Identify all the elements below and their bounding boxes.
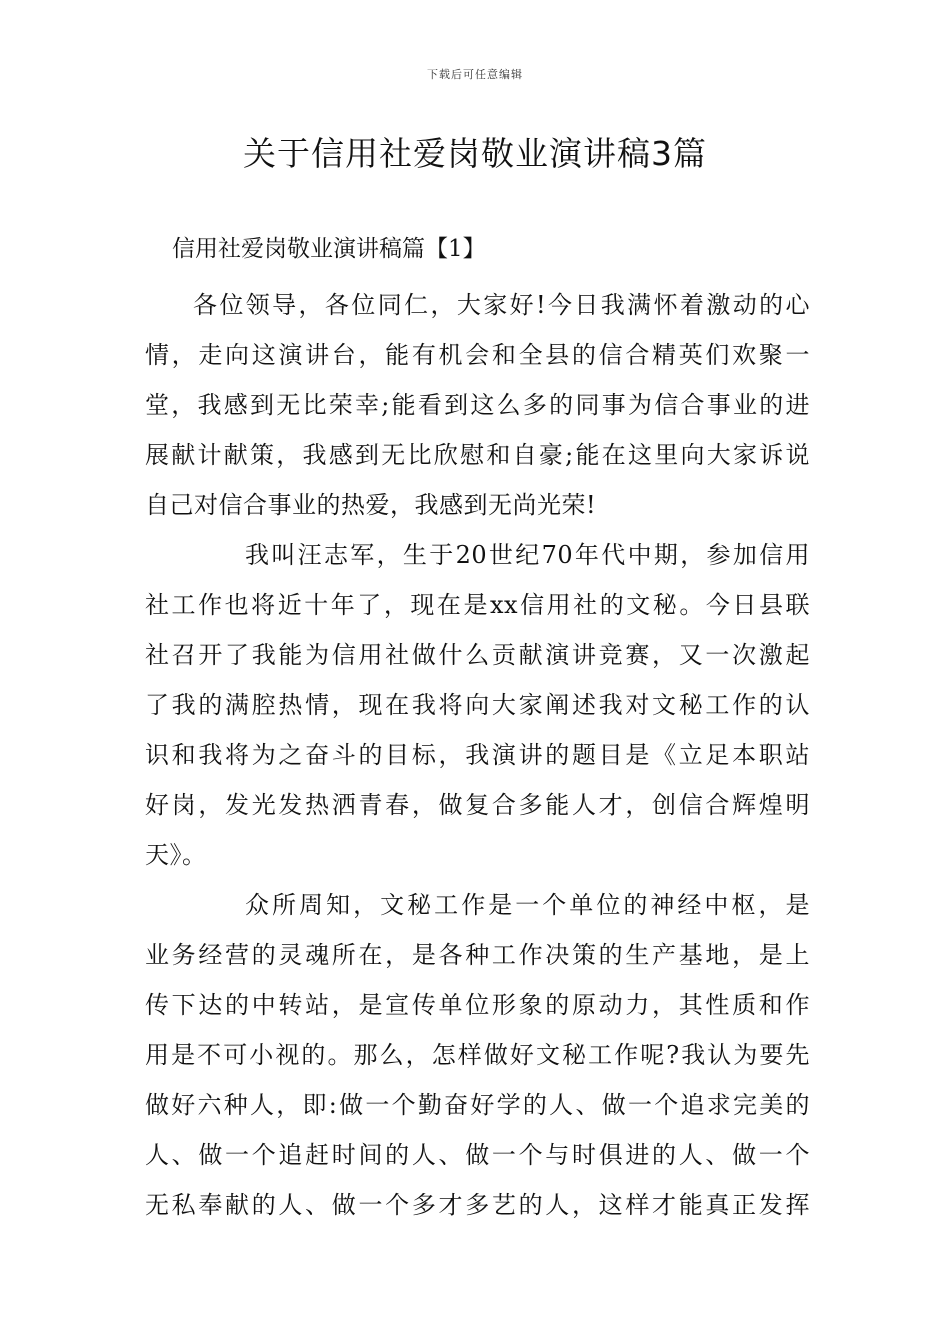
paragraph-line: 众所周知，文秘工作是一个单位的神经中枢，是 <box>245 891 810 919</box>
paragraph-line: 识和我将为之奋斗的目标，我演讲的题目是《立足本职站 <box>145 741 810 769</box>
paragraph-line: 传下达的中转站，是宣传单位形象的原动力，其性质和作 <box>145 991 810 1019</box>
paragraph-line: 人、做一个追赶时间的人、做一个与时俱进的人、做一个 <box>145 1141 810 1169</box>
paragraph-3 <box>145 880 810 1230</box>
paragraph-line: 堂，我感到无比荣幸;能看到这么多的同事为信合事业的进 <box>145 391 810 419</box>
paragraph-2 <box>145 530 810 880</box>
paragraph-line: 情，走向这演讲台，能有机会和全县的信合精英们欢聚一 <box>145 341 810 369</box>
paragraph-line: 社召开了我能为信用社做什么贡献演讲竞赛，又一次激起 <box>145 641 810 669</box>
paragraph-line: 展献计献策，我感到无比欣慰和自豪;能在这里向大家诉说 <box>145 441 810 469</box>
paragraph-line: 我叫汪志军，生于20世纪70年代中期，参加信用 <box>245 541 810 569</box>
document-title: 关于信用社爱岗敬业演讲稿3篇 <box>243 134 707 173</box>
paragraph-line: 用是不可小视的。那么，怎样做好文秘工作呢?我认为要先 <box>145 1041 810 1069</box>
paragraph-line: 业务经营的灵魂所在，是各种工作决策的生产基地，是上 <box>145 941 810 969</box>
paragraph-line: 做好六种人，即:做一个勤奋好学的人、做一个追求完美的 <box>145 1091 810 1119</box>
document-body <box>145 280 810 1230</box>
header-note: 下载后可任意编辑 <box>427 68 523 81</box>
paragraph-line: 了我的满腔热情，现在我将向大家阐述我对文秘工作的认 <box>145 691 810 719</box>
section-heading: 信用社爱岗敬业演讲稿篇【1】 <box>172 236 486 262</box>
paragraph-line: 社工作也将近十年了，现在是xx信用社的文秘。今日县联 <box>145 591 810 619</box>
paragraph-line: 自己对信合事业的热爱，我感到无尚光荣! <box>145 491 597 519</box>
paragraph-line: 天》。 <box>145 841 207 869</box>
paragraph-line: 好岗，发光发热洒青春，做复合多能人才，创信合辉煌明 <box>145 791 810 819</box>
paragraph-line: 无私奉献的人、做一个多才多艺的人，这样才能真正发挥 <box>145 1191 810 1219</box>
paragraph-line: 各位领导，各位同仁，大家好!今日我满怀着激动的心 <box>193 291 810 319</box>
paragraph-1 <box>145 280 810 530</box>
